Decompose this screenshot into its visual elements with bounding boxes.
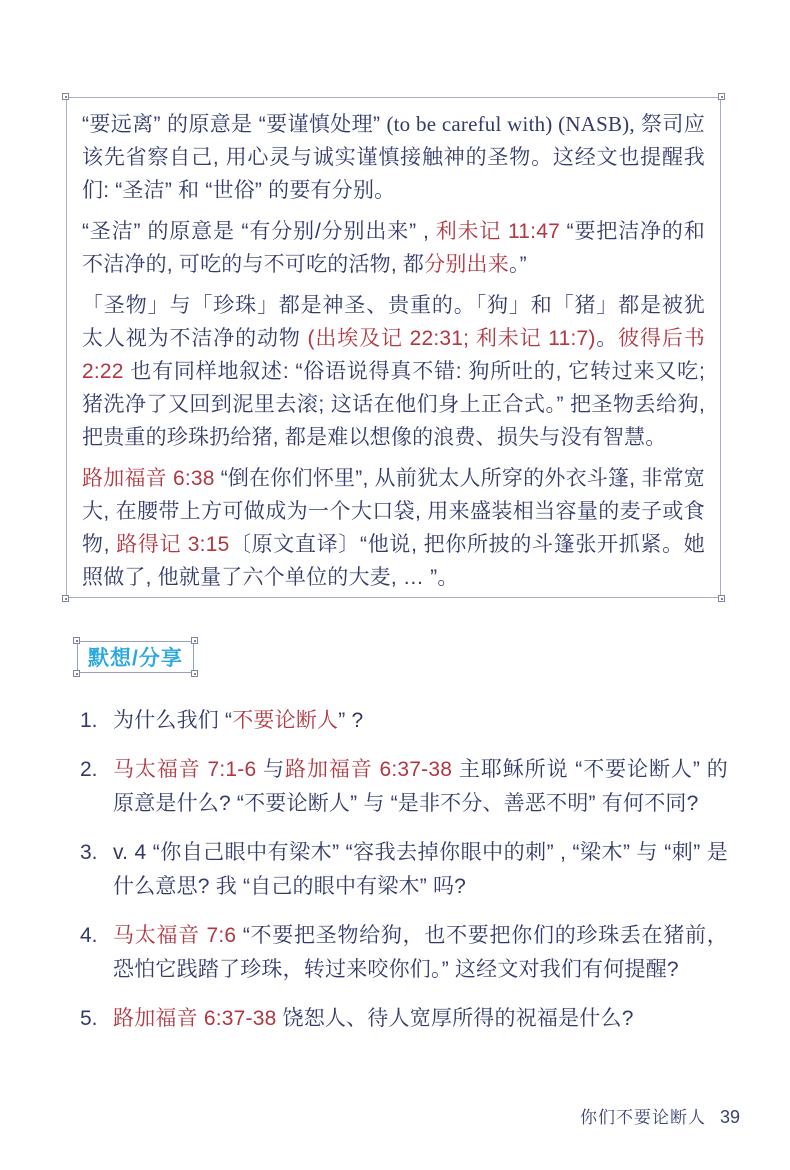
question-number: 1.: [80, 709, 98, 732]
question-text: 马太福音 7:1-6 与路加福音 6:37-38 主耶稣所说 “不要论断人” 的原意是什么? “不要论断人” 与 “是非不分、善恶不明” 有何不同?: [113, 758, 728, 815]
section-title: 默想/分享: [88, 647, 183, 670]
footer-chapter-title: 你们不要论断人: [579, 1108, 706, 1127]
question-number: 5.: [80, 1007, 98, 1030]
question-number: 3.: [80, 841, 98, 864]
question-item: [80, 704, 728, 738]
page-footer: [580, 1103, 740, 1128]
note-paragraph: 路加福音 6:38 “倒在你们怀里”, 从前犹太人所穿的外衣斗篷, 非常宽大, 在腰带上方可做成为一个大口袋, 用来盛装相当容量的麦子或食物, 路得记 3:15〔原文直译〕“他说, 把你所披的斗篷张开抓紧。她照做了, 他就量了六个单位的大麦, … ”。: [82, 467, 705, 589]
question-item: [80, 919, 728, 987]
note-paragraph: “要远离” 的原意是 “要谨慎处理” (to be careful with) (NASB), 祭司应该先省察自己, 用心灵与诚实谨慎接触神的圣物。这经文也提醒我们: “圣洁” 和 “世俗” 的要有分别。: [82, 112, 705, 202]
frame-corner-ornament: [62, 595, 69, 602]
question-item: [80, 1002, 728, 1036]
question-text: 路加福音 6:37-38 饶恕人、待人宽厚所得的祝福是什么?: [113, 1007, 634, 1030]
footer-page-number: 39: [719, 1107, 740, 1127]
frame-corner-ornament: [191, 637, 198, 644]
question-item: [80, 836, 728, 904]
question-text: v. 4 “你自己眼中有梁木” “容我去掉你眼中的刺” , “梁木” 与 “刺” 是什么意思? 我 “自己的眼中有梁木” 吗?: [113, 841, 728, 898]
note-paragraph: 「圣物」与「珍珠」都是神圣、贵重的。「狗」和「猪」都是被犹太人视为不洁净的动物 (出埃及记 22:31; 利未记 11:7)。彼得后书 2:22 也有同样地叙述: “俗语说得真不错: 狗所吐的, 它转过来又吃; 猪洗净了又回到泥里去滚; 这话在他们身上正合式。” 把圣物丢给狗, 把贵重的珍珠扔给猪, 都是难以想像的浪费、损失与没有智慧。: [82, 294, 705, 449]
question-text: 马太福音 7:6 “不要把圣物给狗，也不要把你们的珍珠丢在猪前，恐怕它践踏了珍珠，转过来咬你们。” 这经文对我们有何提醒?: [113, 924, 728, 981]
question-list: [80, 704, 728, 1051]
question-item: [80, 753, 728, 821]
frame-corner-ornament: [73, 637, 80, 644]
question-number: 4.: [80, 924, 98, 947]
note-box: [66, 97, 721, 598]
frame-corner-ornament: [191, 670, 198, 677]
question-number: 2.: [80, 758, 98, 781]
question-text: 为什么我们 “不要论断人” ?: [113, 709, 364, 732]
frame-corner-ornament: [62, 93, 69, 100]
note-paragraph: “圣洁” 的原意是 “有分别/分别出来” , 利未记 11:47 “要把洁净的和不洁净的, 可吃的与不可吃的活物, 都分别出来。”: [82, 220, 705, 276]
frame-corner-ornament: [718, 93, 725, 100]
frame-corner-ornament: [73, 670, 80, 677]
section-label-meditation-share: [77, 641, 194, 673]
frame-corner-ornament: [718, 595, 725, 602]
